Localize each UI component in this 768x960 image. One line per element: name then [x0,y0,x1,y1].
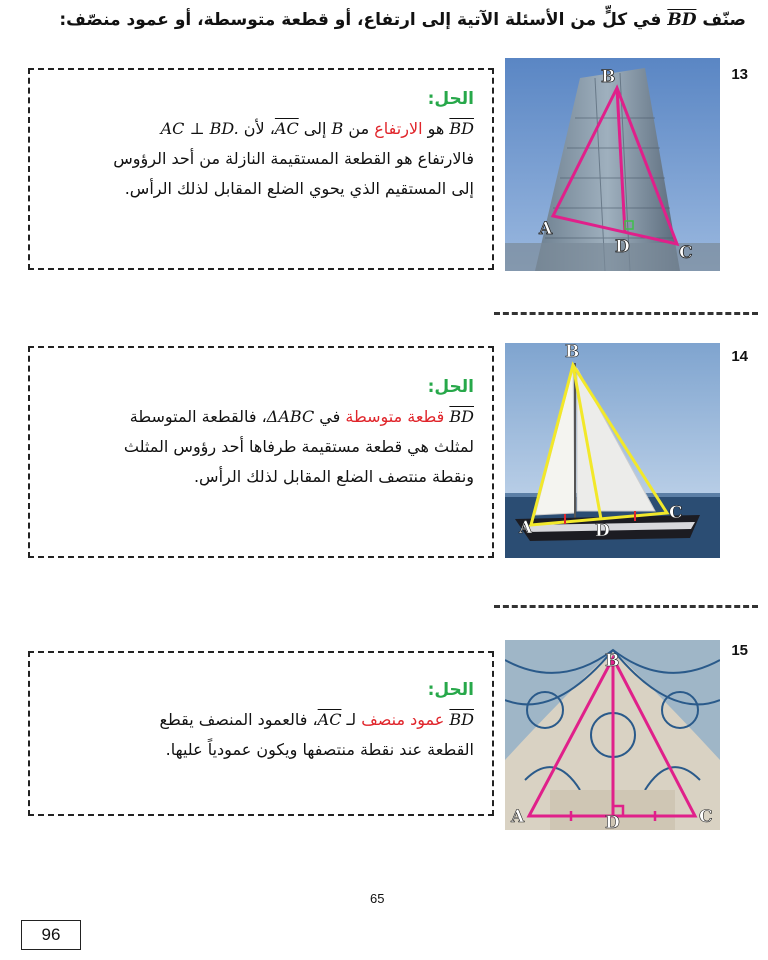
separator [494,605,758,608]
solution-line-3: ونقطة منتصف الضلع المقابل لذلك الرأس. [193,467,474,486]
vertex-label-c: C [679,243,693,263]
text-fragment: هو [427,119,445,138]
solution-line-1 [42,402,474,432]
solution-box-13 [28,68,494,270]
vertex-label-c: C [669,503,683,523]
point-b: B [331,119,344,138]
instruction-heading [16,10,746,30]
segment-bd: $\overline{BD}$ [449,407,474,426]
solution-box-15 [28,651,494,816]
text-fragment: ، لأن [243,119,275,138]
text-fragment: ، فالعمود المنصف يقطع [159,710,318,729]
solution-line-2: القطعة عند نقطة منتصفها ويكون عمودياً عليها. [165,740,474,759]
solution-line-1 [42,705,474,735]
text-fragment: في [319,407,341,426]
solution-title: الحل: [427,377,474,397]
solution-title: الحل: [427,680,474,700]
vertex-label-c: C [699,807,713,827]
solution-title: الحل: [427,89,474,109]
highlight-median: قطعة متوسطة [345,407,445,426]
vertex-label-b: B [565,343,580,362]
solution-line-2: فالارتفاع هو القطعة المستقيمة النازلة من أحد الرؤوس [113,149,474,168]
heading-suffix: في كلٍّ من الأسئلة الآتية إلى ارتفاع، أو قطعة متوسطة، أو عمود منصّف: [59,10,662,30]
segment-bd: $\overline{BD}$ [449,710,474,729]
vertex-label-b: B [601,67,616,87]
heading-segment: $\overline{BD}$ [667,10,697,30]
question-number-13: 13 [731,66,748,83]
solution-line-3: إلى المستقيم الذي يحوي الضلع المقابل لذلك الرأس. [124,179,474,198]
vertex-label-a: A [539,219,553,239]
segment-bd: $\overline{BD}$ [449,119,474,138]
page-number-center: 65 [370,891,385,906]
solution-line-2: لمثلث هي قطعة مستقيمة طرفاها أحد رؤوس المثلث [123,437,474,456]
segment-ac: $\overline{AC}$ [317,710,342,729]
highlight-perpendicular-bisector: عمود منصف [361,710,445,729]
sailboat-photo [505,343,720,558]
vertex-label-d: D [595,521,610,541]
vertex-label-a: A [519,518,533,538]
triangle-abc: ΔABC [266,407,315,426]
text-fragment: لـ [346,710,357,729]
arch-photo [505,640,720,830]
solution-line-1 [42,114,474,144]
building-photo [505,58,720,271]
vertex-label-a: A [511,807,525,827]
vertex-label-b: B [605,651,620,671]
question-number-15: 15 [731,642,748,659]
solution-box-14 [28,346,494,558]
text-fragment: ، فالقطعة المتوسطة [129,407,267,426]
heading-prefix: صنّف [702,10,746,30]
question-number-14: 14 [731,348,748,365]
highlight-altitude: الارتفاع [374,119,423,138]
text-fragment: إلى [303,119,327,138]
vertex-label-d: D [605,813,620,830]
text-fragment: من [348,119,370,138]
perpendicular-relation: AC ⊥ BD. [160,119,239,138]
separator [494,312,758,315]
vertex-label-d: D [615,237,630,257]
page-number-box: 96 [21,920,81,950]
segment-ac: $\overline{AC}$ [274,119,299,138]
